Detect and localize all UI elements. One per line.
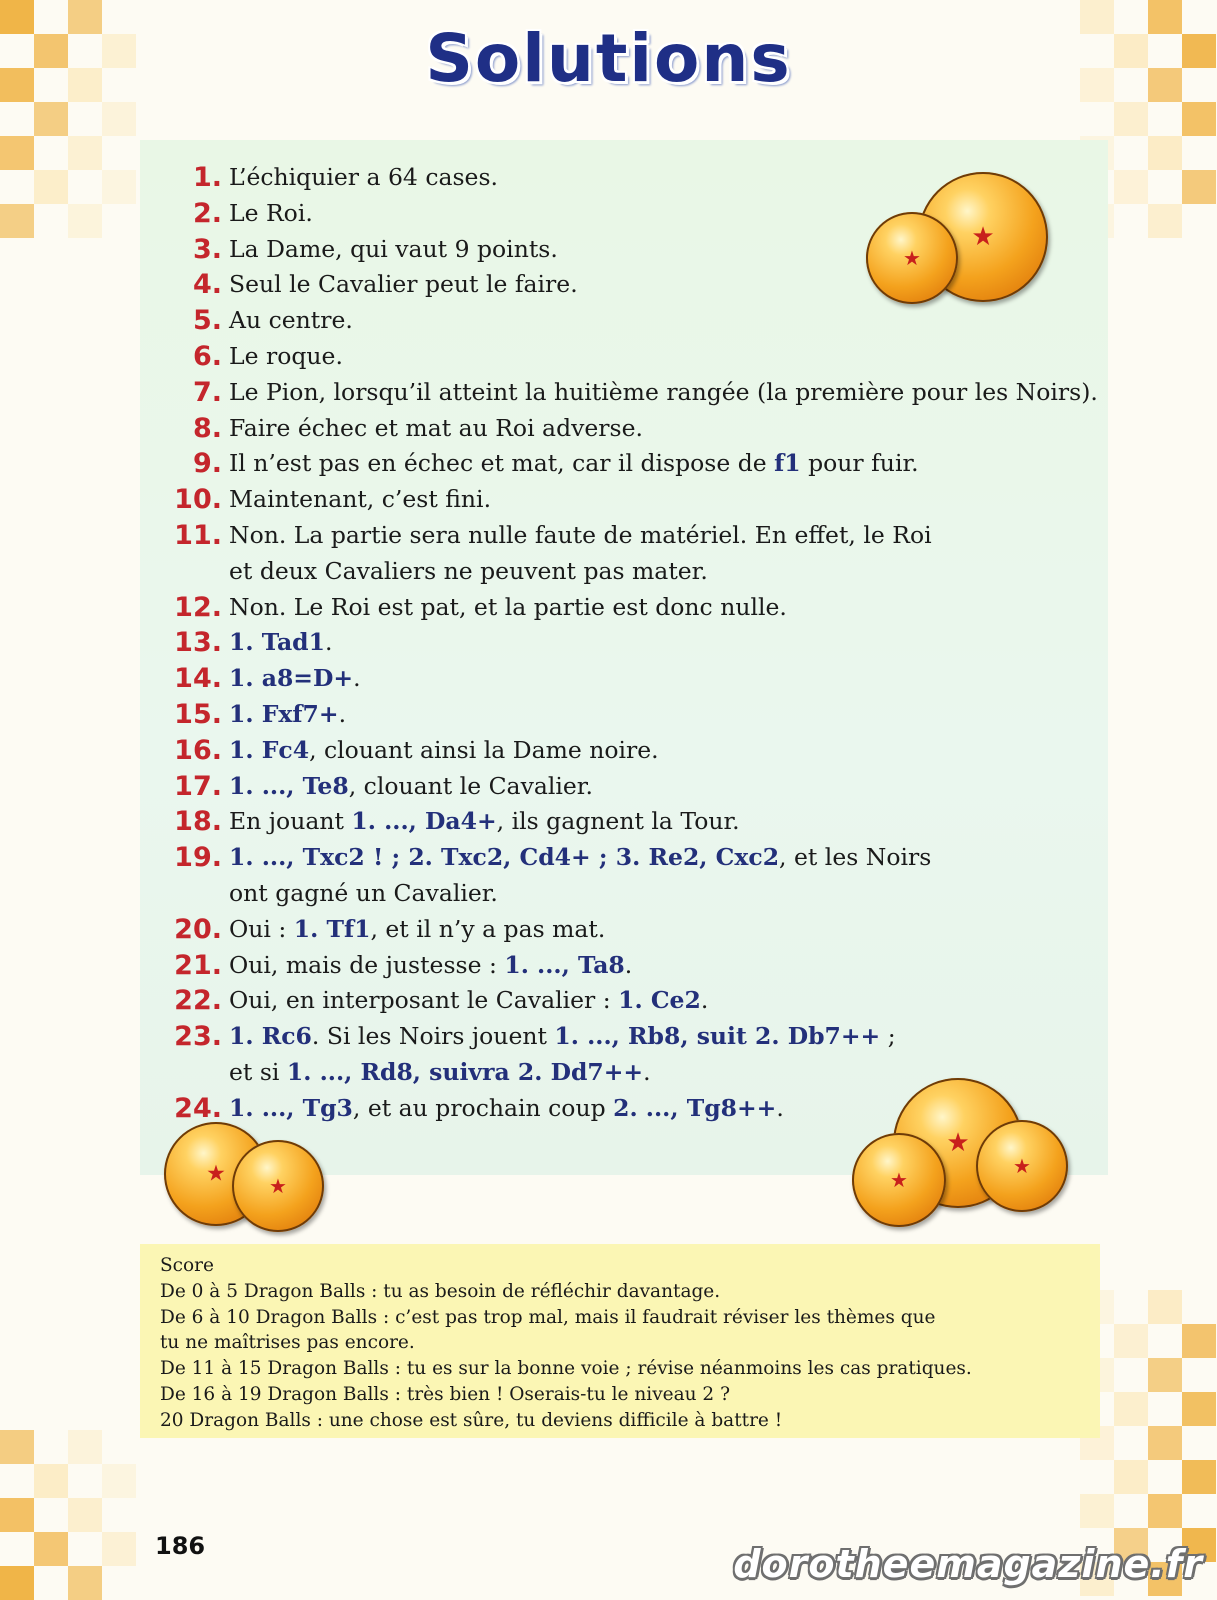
move-notation: 1. ..., Ta8 [504,950,625,979]
answer-text-part: Oui, en interposant le Cavalier : [229,986,619,1015]
move-notation: 1. ..., Da4+ [351,807,497,836]
dragon-ball-icon: ★ [852,1133,946,1227]
answer-text [229,375,1098,411]
answer-number: 23. [174,1021,222,1053]
answer-text-part: Le Roi. [229,198,313,227]
answer-text [229,983,1090,1019]
answer-text [229,948,1090,984]
answer-item [140,1019,1090,1055]
checker-bottom-left [0,1430,136,1600]
answer-text-part: En jouant [229,807,352,836]
answers-list [140,160,1098,1127]
answer-number: 10. [174,484,222,516]
answer-item [140,590,1090,626]
answer-item [140,697,1090,733]
answer-text-part: Faire échec et mat au Roi adverse. [229,413,643,442]
page-title: Solutions [425,20,792,97]
answer-number: 12. [174,591,222,623]
answer-text-part: Oui : [229,914,294,943]
move-notation: 1. Fxf7+ [229,699,339,728]
answer-text-part: Oui, mais de justesse : [229,950,505,979]
answer-text-part: et deux Cavaliers ne peuvent pas mater. [229,556,708,585]
answer-item [140,339,1090,375]
score-line: tu ne maîtrises pas encore. [160,1332,415,1354]
answer-text [229,769,1090,805]
answer-text [229,697,1090,733]
answer-text-part: La Dame, qui vaut 9 points. [229,234,558,263]
answer-text [229,303,1090,339]
answer-continuation [140,876,1090,912]
answer-text-part: Non. Le Roi est pat, et la partie est donc nulle. [229,592,787,621]
score-line: De 6 à 10 Dragon Balls : c’est pas trop mal, mais il faudrait réviser les thèmes que [160,1306,936,1328]
answer-item [140,518,1090,554]
answer-text-part: et si [229,1057,287,1086]
answer-continuation [140,554,1090,590]
answer-number: 21. [174,949,222,981]
answer-text [229,625,1090,661]
answer-number: 19. [174,842,222,874]
answer-text-part: Seul le Cavalier peut le faire. [229,270,578,299]
answer-text-part: ont gagné un Cavalier. [229,878,498,907]
answer-item [140,948,1090,984]
answer-text [229,733,1090,769]
move-notation: 1. ..., Te8 [229,771,349,800]
answer-text-part: . Si les Noirs jouent [311,1022,555,1051]
answer-item [140,804,1090,840]
answer-text-part: . [643,1057,651,1086]
watermark: dorotheemagazine.fr [733,1542,1203,1586]
answer-text-part: Maintenant, c’est fini. [229,485,492,514]
answer-text-part: L’échiquier a 64 cases. [229,163,498,191]
move-notation: 1. Fc4 [229,735,310,764]
answer-number: 14. [174,663,222,695]
answer-item [140,840,1090,876]
answer-item [140,482,1090,518]
answer-text [229,411,1090,447]
move-notation: 1. ..., Txc2 ! ; 2. Txc2, Cd4+ ; 3. Re2, Cxc2 [229,843,780,872]
answer-text [229,446,1090,482]
answer-number: 22. [174,985,222,1017]
answer-text-part: , et il n’y a pas mat. [370,914,606,943]
score-line: De 16 à 19 Dragon Balls : très bien ! Oserais-tu le niveau 2 ? [160,1383,731,1405]
answer-text-part: Non. La partie sera nulle faute de matériel. En effet, le Roi [229,520,932,549]
answer-text-part: , et au prochain coup [352,1093,614,1122]
move-notation: 1. Ce2 [618,986,701,1015]
answer-item [140,446,1090,482]
answer-text [229,840,1090,876]
answer-text-part: , clouant ainsi la Dame noire. [309,735,659,764]
move-notation: 1. ..., Rb8, suit 2. Db7++ [554,1022,881,1051]
dragon-ball-icon: ★ [918,172,1048,302]
answer-number: 2. [192,197,222,229]
score-line: 20 Dragon Balls : une chose est sûre, tu deviens difficile à battre ! [160,1409,783,1431]
score-line: De 11 à 15 Dragon Balls : tu es sur la bonne voie ; révise néanmoins les cas pratiques. [160,1358,972,1380]
answer-number: 4. [192,269,222,301]
answer-number: 24. [174,1092,222,1124]
answer-text-part: , ils gagnent la Tour. [496,807,740,836]
move-notation: 1. Tf1 [293,914,371,943]
answer-item [140,912,1090,948]
answer-number: 5. [192,305,222,337]
page-number: 186 [155,1532,206,1560]
answer-number: 13. [174,627,222,659]
answer-text-part: Le roque. [229,341,343,370]
dragon-ball-icon: ★ [976,1120,1068,1212]
answer-item [140,983,1090,1019]
answer-number: 17. [174,770,222,802]
move-notation: 1. a8=D+ [229,664,354,693]
answer-text-part: . [776,1093,784,1122]
answer-item [140,411,1090,447]
answer-text [229,912,1090,948]
answer-item [140,733,1090,769]
answer-number: 8. [192,412,222,444]
score-line: De 0 à 5 Dragon Balls : tu as besoin de réfléchir davantage. [160,1280,721,1302]
move-notation: 1. Tad1 [229,628,325,657]
answer-item [140,375,1098,411]
answer-number: 3. [192,233,222,265]
answer-number: 16. [174,734,222,766]
answer-number: 20. [174,913,222,945]
answer-text [229,518,1090,554]
answer-number: 6. [192,340,222,372]
answer-item [140,303,1090,339]
answer-text-part: , et les Noirs [779,843,932,872]
answer-text-part: . [353,664,361,693]
answer-item [140,625,1090,661]
score-box [160,1253,1090,1434]
answer-number: 15. [174,698,222,730]
answer-text [229,339,1090,375]
dragon-ball-icon: ★ [866,212,958,304]
answer-item [140,769,1090,805]
move-notation: f1 [774,449,801,478]
dragon-ball-icon: ★ [164,1122,268,1226]
dragon-ball-icon: ★ [232,1140,324,1232]
answer-text-part: . [700,986,709,1015]
answer-text-part: ; [880,1022,896,1051]
answer-text-part: . [324,628,333,657]
dragon-ball-icon: ★ [893,1078,1023,1208]
answer-number: 7. [192,376,222,408]
move-notation: 2. ..., Tg8++ [613,1093,777,1122]
answer-number: 18. [174,806,222,838]
score-heading: Score [160,1255,214,1276]
move-notation: 1. ..., Tg3 [229,1093,353,1122]
answer-item [140,661,1090,697]
answer-text [229,661,1090,697]
answer-text-part: Le Pion, lorsqu’il atteint la huitième rangée (la première pour les Noirs). [229,377,1098,406]
answer-text-part: . [338,699,347,728]
answer-text-part: . [624,950,633,979]
answer-text [229,804,1090,840]
move-notation: 1. Rc6 [229,1022,312,1051]
answer-number: 11. [174,519,222,551]
answer-text-part: Au centre. [229,306,353,335]
answer-number: 1. [192,162,222,193]
answer-text-part: , clouant le Cavalier. [348,771,593,800]
answer-text [229,482,1090,518]
answer-number: 9. [192,448,222,480]
answer-text-part: Il n’est pas en échec et mat, car il dispose de [229,449,775,478]
answer-text [229,1019,1090,1055]
move-notation: 1. ..., Rd8, suivra 2. Dd7++ [286,1057,644,1086]
answer-text [229,590,1090,626]
answer-text-part: pour fuir. [800,449,919,478]
